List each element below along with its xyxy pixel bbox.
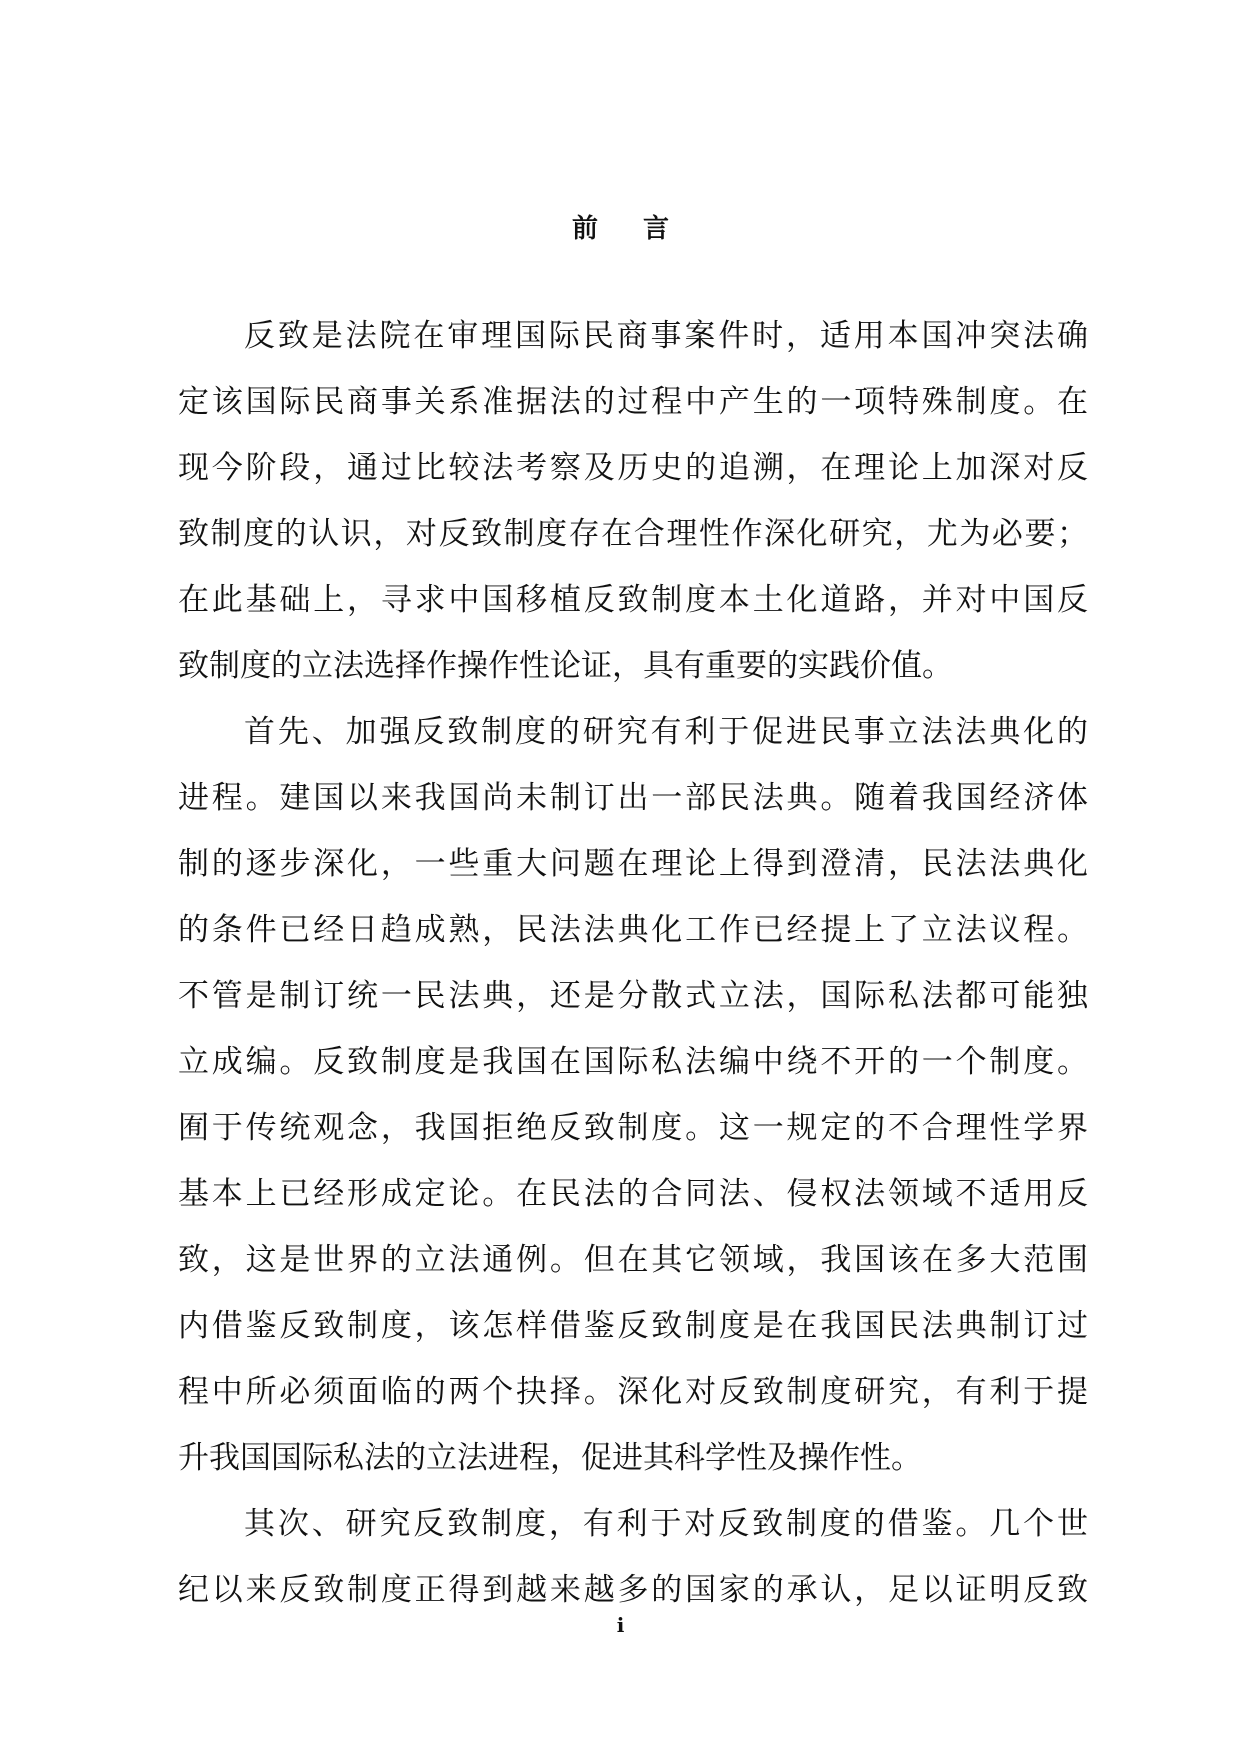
text-line: 在此基础上，寻求中国移植反致制度本土化道路，并对中国反 [178,582,1088,618]
text-line: 首先、加强反致制度的研究有利于促进民事立法法典化的 [244,714,1088,750]
text-line: 立成编。反致制度是我国在国际私法编中绕不开的一个制度。 [178,1044,1088,1080]
text-line: 升我国国际私法的立法进程，促进其科学性及操作性。 [178,1440,922,1476]
text-line: 现今阶段，通过比较法考察及历史的追溯，在理论上加深对反 [178,450,1088,486]
text-line: 进程。建国以来我国尚未制订出一部民法典。随着我国经济体 [178,780,1088,816]
text-line: 致制度的立法选择作操作性论证，具有重要的实践价值。 [178,648,953,684]
page-title: 前 言 [571,214,688,244]
text-line: 纪以来反致制度正得到越来越多的国家的承认，足以证明反致 [178,1572,1088,1608]
text-line: 基本上已经形成定论。在民法的合同法、侵权法领域不适用反 [178,1176,1088,1212]
text-line: 致制度的认识，对反致制度存在合理性作深化研究，尤为必要； [178,516,1088,552]
text-line: 不管是制订统一民法典，还是分散式立法，国际私法都可能独 [178,978,1088,1014]
text-line: 其次、研究反致制度，有利于对反致制度的借鉴。几个世 [244,1506,1088,1542]
body-text [178,303,1088,1623]
text-line: 致，这是世界的立法通例。但在其它领域，我国该在多大范围 [178,1242,1088,1278]
page-number: i [616,1613,625,1637]
text-line: 囿于传统观念，我国拒绝反致制度。这一规定的不合理性学界 [178,1110,1088,1146]
text-line: 程中所必须面临的两个抉择。深化对反致制度研究，有利于提 [178,1374,1088,1410]
text-line: 内借鉴反致制度，该怎样借鉴反致制度是在我国民法典制订过 [178,1308,1088,1344]
text-line: 定该国际民商事关系准据法的过程中产生的一项特殊制度。在 [178,384,1088,420]
text-line: 反致是法院在审理国际民商事案件时，适用本国冲突法确 [244,318,1088,354]
text-line: 的条件已经日趋成熟，民法法典化工作已经提上了立法议程。 [178,912,1088,948]
text-line: 制的逐步深化，一些重大问题在理论上得到澄清，民法法典化 [178,846,1088,882]
